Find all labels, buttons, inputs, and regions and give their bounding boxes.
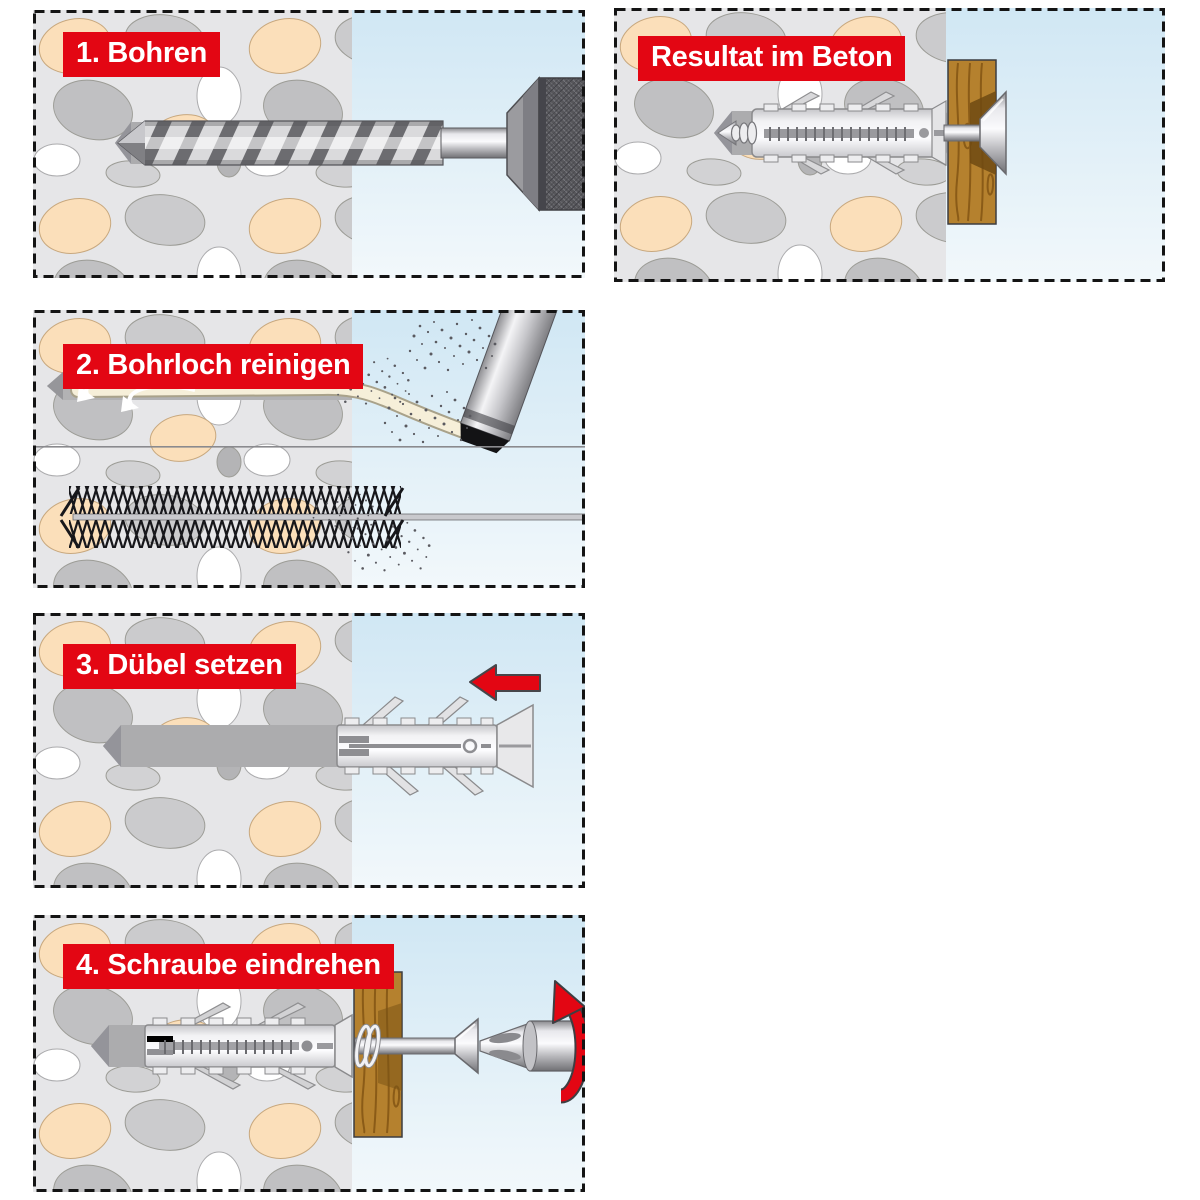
scene-divider-line xyxy=(33,446,585,448)
panel-result-im-beton xyxy=(614,8,1165,282)
panel-step-2-bohrloch-reinigen xyxy=(33,310,585,588)
step-1-label: 1. Bohren xyxy=(63,32,220,77)
result-label: Resultat im Beton xyxy=(638,36,905,81)
step-3-label: 3. Dübel setzen xyxy=(63,644,296,689)
panel-step-4-schraube-eindrehen xyxy=(33,915,585,1192)
plug-collar xyxy=(335,1015,352,1077)
panel-step-3-duebel-setzen xyxy=(33,613,585,888)
screw-shank xyxy=(944,125,984,141)
step-4-label: 4. Schraube eindrehen xyxy=(63,944,394,989)
drill-hole xyxy=(103,725,352,767)
panel-step-1-bohren xyxy=(33,10,585,278)
step-2-label: 2. Bohrloch reinigen xyxy=(63,344,363,389)
